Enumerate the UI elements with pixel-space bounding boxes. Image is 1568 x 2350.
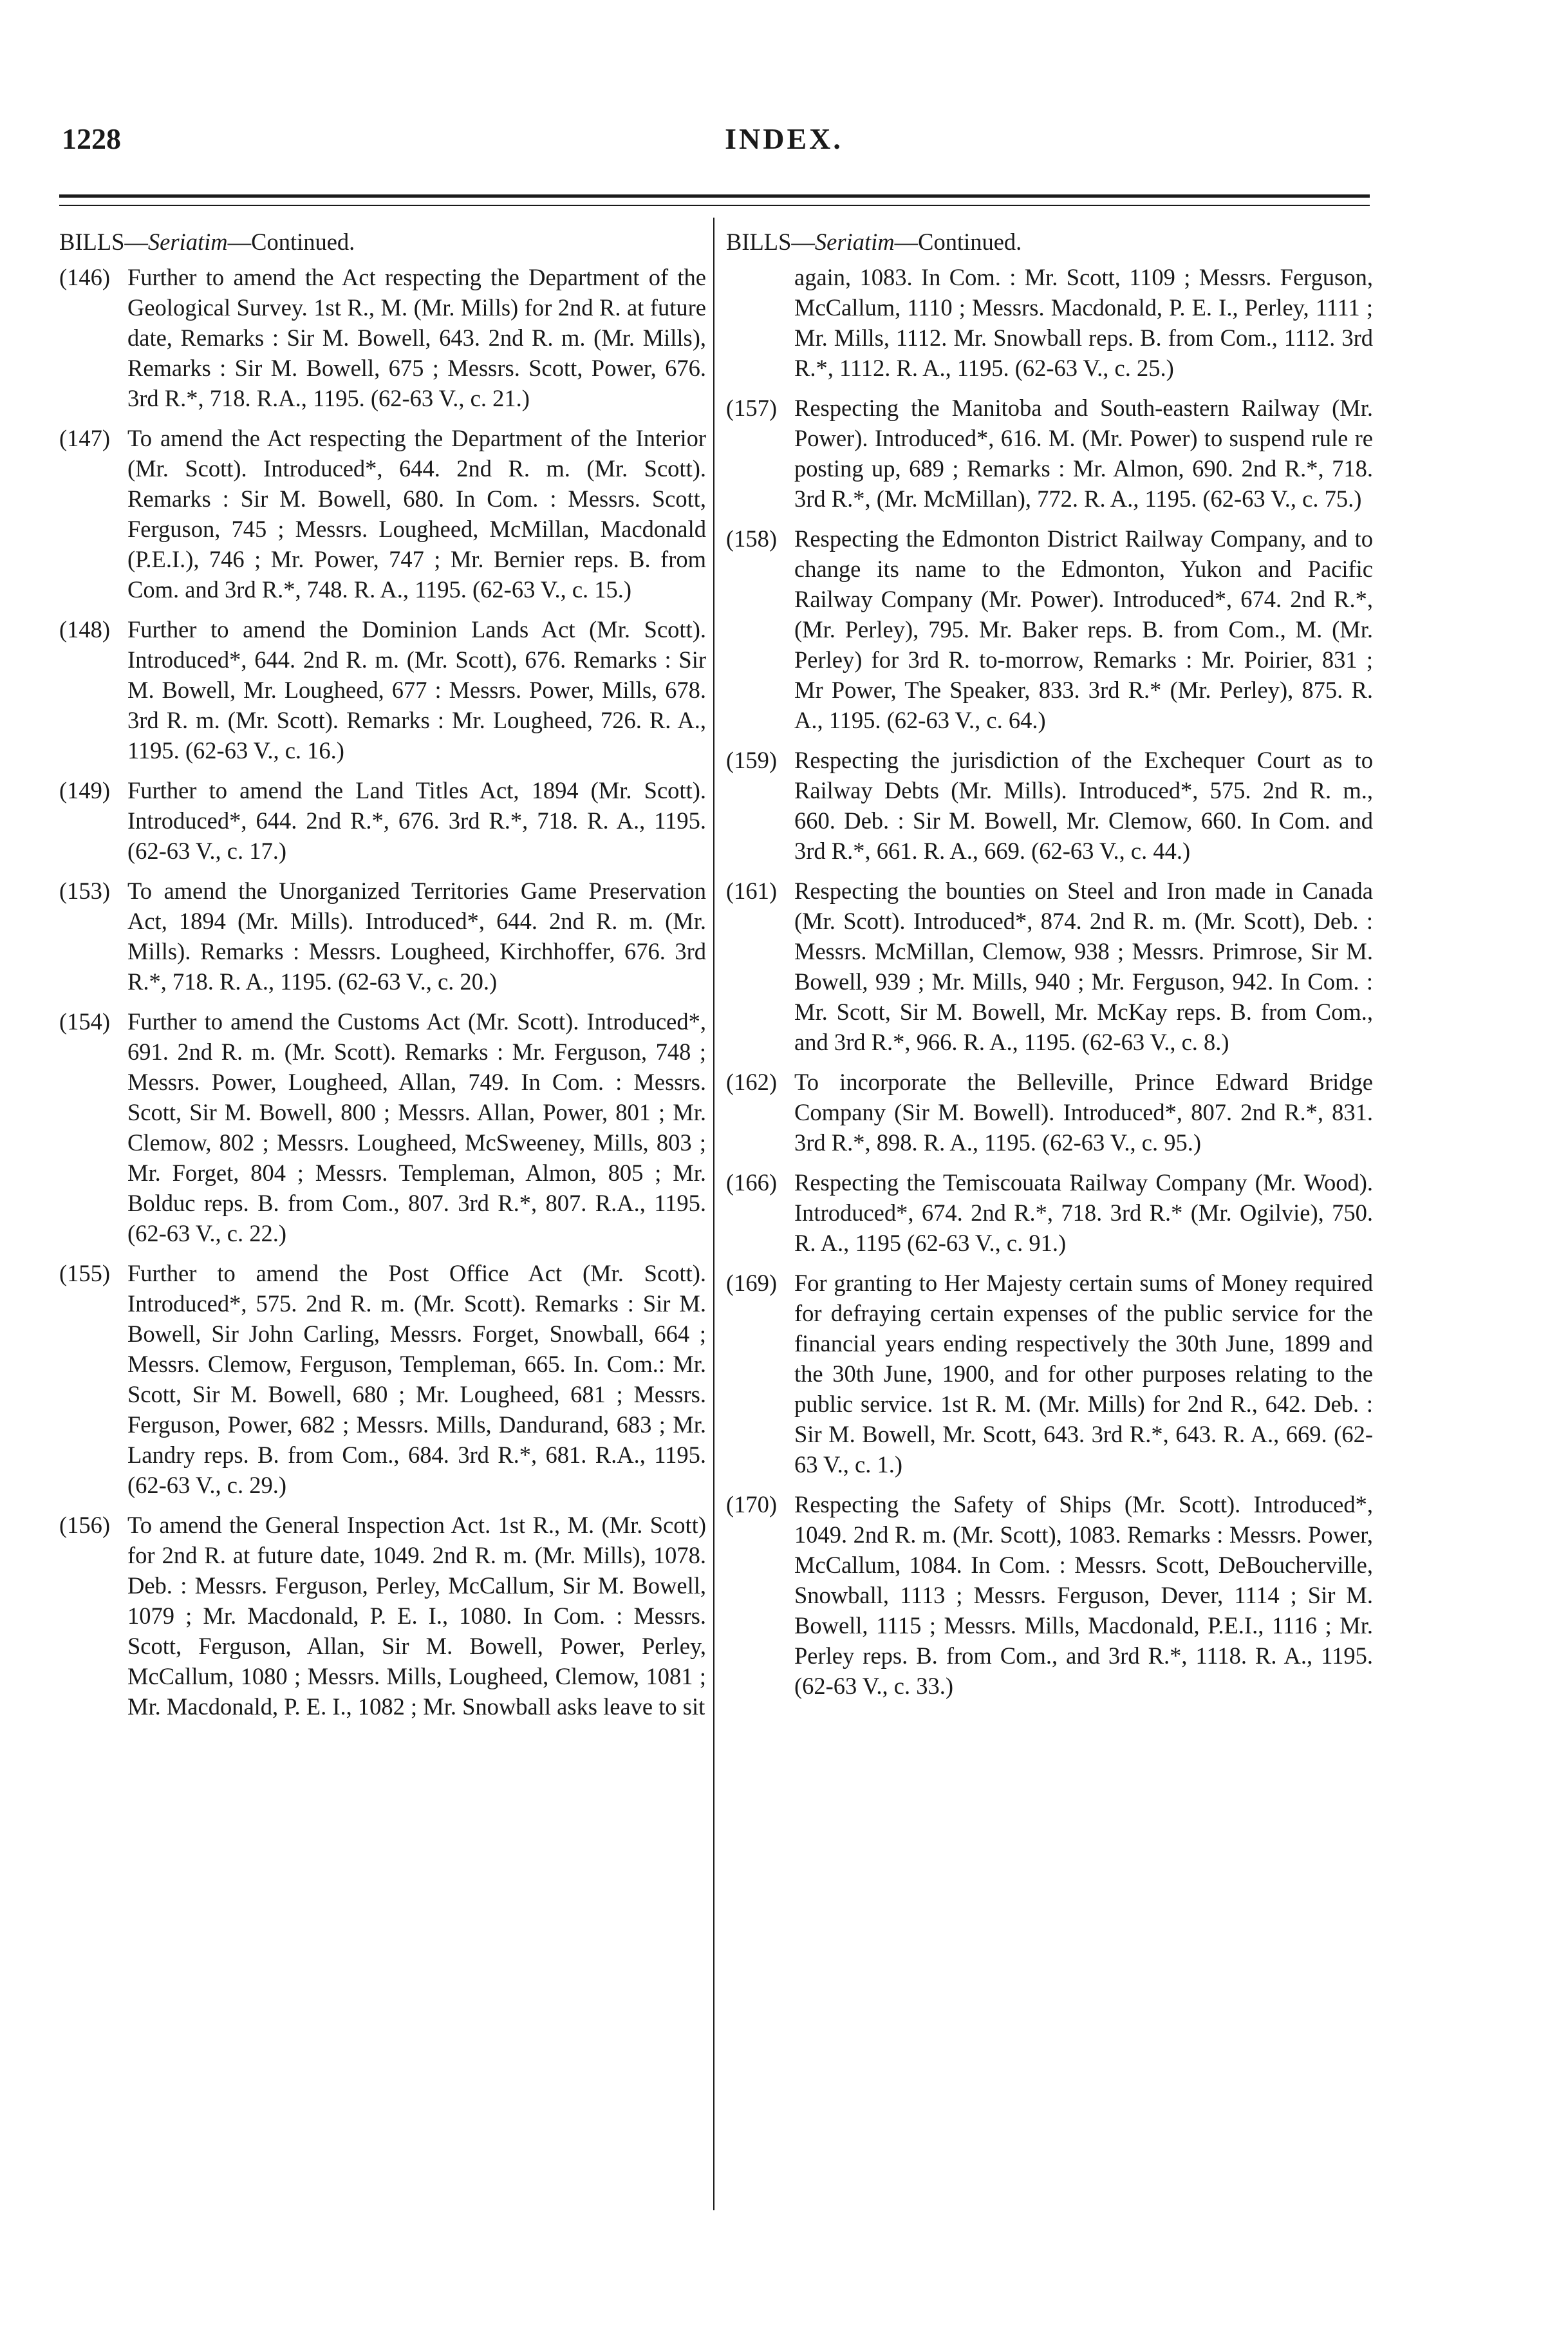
index-entry <box>59 1510 706 1722</box>
index-entry <box>59 423 706 605</box>
page-number: 1228 <box>62 122 121 155</box>
bill-text: Respecting the Manitoba and South-eastern Railway (Mr. Power). Introduced*, 616. M. (Mr. Power) to suspend rule re posting up, 689 ; Remarks : Mr. Almon, 690. 2nd R.*, 718. 3rd R.*, (Mr. McMillan), 772. R. A., 1195. (62-63 V., c. 75.) <box>794 395 1373 512</box>
heading-italic: Seriatim <box>814 229 895 255</box>
column-divider <box>713 218 714 2210</box>
heading-prefix: BILLS— <box>726 229 815 255</box>
index-entry <box>726 745 1373 866</box>
index-entry <box>59 1006 706 1248</box>
column-heading <box>726 227 1373 257</box>
bill-number: (153) <box>59 878 111 904</box>
index-entry <box>726 1489 1373 1701</box>
bill-text: To amend the Act respecting the Department of the Interior (Mr. Scott). Introduced*, 644. 2nd R. m. (Mr. Scott). Remarks : Sir M. Bowell, 680. In Com. : Messrs. Scott, Ferguson, 745 ; Messrs. Lougheed, McMillan, Macdonald (P.E.I.), 746 ; Mr. Power, 747 ; Mr. Bernier reps. B. from Com. and 3rd R.*, 748. R. A., 1195. (62-63 V., c. 15.) <box>127 425 706 603</box>
index-entry <box>726 876 1373 1057</box>
bill-number: (146) <box>59 264 111 290</box>
bill-text: To amend the Unorganized Territories Game Preservation Act, 1894 (Mr. Mills). Introduced*, 644. 2nd R. m. (Mr. Mills). Remarks : Messrs. Lougheed, Kirchhoffer, 676. 3rd R.*, 718. R. A., 1195. (62-63 V., c. 20.) <box>127 878 706 995</box>
bill-text: To incorporate the Belleville, Prince Edward Bridge Company (Sir M. Bowell). Introduced*, 807. 2nd R.*, 831. 3rd R.*, 898. R. A., 1195. (62-63 V., c. 95.) <box>794 1069 1373 1156</box>
bill-number: (166) <box>726 1169 778 1196</box>
bill-text: Further to amend the Post Office Act (Mr. Scott). Introduced*, 575. 2nd R. m. (Mr. Scott). Remarks : Sir M. Bowell, Sir John Carling, Messrs. Forget, Snowball, 664 ; Messrs. Clemow, Ferguson, Templeman, 665. In. Com.: Mr. Scott, Sir M. Bowell, 680 ; Mr. Lougheed, 681 ; Messrs. Ferguson, Power, 682 ; Messrs. Mills, Dandurand, 683 ; Mr. Landry reps. B. from Com., 684. 3rd R.*, 681. R.A., 1195. (62-63 V., c. 29.) <box>127 1260 706 1498</box>
heading-suffix: —Continued. <box>227 229 355 255</box>
bill-number: (148) <box>59 616 111 643</box>
bill-number: (155) <box>59 1260 111 1286</box>
index-entry <box>59 775 706 866</box>
bill-number: (156) <box>59 1512 111 1538</box>
index-entry <box>59 876 706 997</box>
bill-text: Further to amend the Customs Act (Mr. Scott). Introduced*, 691. 2nd R. m. (Mr. Scott). Remarks : Mr. Ferguson, 748 ; Messrs. Power, Lougheed, Allan, 749. In Com. : Messrs. Scott, Sir M. Bowell, 800 ; Messrs. Allan, Power, 801 ; Mr. Clemow, 802 ; Messrs. Lougheed, McSweeney, Mills, 803 ; Mr. Forget, 804 ; Messrs. Templeman, Almon, 805 ; Mr. Bolduc reps. B. from Com., 807. 3rd R.*, 807. R.A., 1195. (62-63 V., c. 22.) <box>127 1008 706 1246</box>
bill-text: Respecting the Safety of Ships (Mr. Scott). Introduced*, 1049. 2nd R. m. (Mr. Scott), 1083. Remarks : Messrs. Power, McCallum, 1084. In Com. : Messrs. Scott, DeBoucherville, Snowball, 1113 ; Messrs. Ferguson, Dever, 1114 ; Sir M. Bowell, 1115 ; Messrs. Mills, Macdonald, P.E.I., 1116 ; Mr. Perley reps. B. from Com., and 3rd R.*, 1118. R. A., 1195. (62-63 V., c. 33.) <box>794 1491 1373 1699</box>
heading-italic: Seriatim <box>147 229 228 255</box>
heading-suffix: —Continued. <box>894 229 1022 255</box>
entries-list <box>726 393 1373 1701</box>
bill-text: Respecting the jurisdiction of the Exchequer Court as to Railway Debts (Mr. Mills). Introduced*, 575. 2nd R. m., 660. Deb. : Sir M. Bowell, Mr. Clemow, 660. In Com. and 3rd R.*, 661. R. A., 669. (62-63 V., c. 44.) <box>794 747 1373 864</box>
index-entry <box>726 393 1373 514</box>
bill-number: (154) <box>59 1008 111 1035</box>
index-entry <box>59 1258 706 1500</box>
continuation-entry: again, 1083. In Com. : Mr. Scott, 1109 ; Messrs. Ferguson, McCallum, 1110 ; Messrs. Macdonald, P. E. I., Perley, 1111 ; Mr. Mills, 1112. Mr. Snowball reps. B. from Com., 1112. 3rd R.*, 1112. R. A., 1195. (62-63 V., c. 25.) <box>794 264 1373 381</box>
bill-number: (169) <box>726 1270 778 1296</box>
index-entry <box>59 262 706 413</box>
bill-text: Further to amend the Dominion Lands Act (Mr. Scott). Introduced*, 644. 2nd R. m. (Mr. Scott), 676. Remarks : Sir M. Bowell, Mr. Lougheed, 677 : Messrs. Power, Mills, 678. 3rd R. m. (Mr. Scott). Remarks : Mr. Lougheed, 726. R. A., 1195. (62-63 V., c. 16.) <box>127 616 706 764</box>
bill-number: (159) <box>726 747 778 773</box>
header-rule-thick <box>59 194 1370 198</box>
index-entry <box>59 614 706 766</box>
heading-prefix: BILLS— <box>59 229 148 255</box>
bill-text: Further to amend the Land Titles Act, 1894 (Mr. Scott). Introduced*, 644. 2nd R.*, 676. 3rd R.*, 718. R. A., 1195. (62-63 V., c. 17.) <box>127 777 706 864</box>
bill-number: (149) <box>59 777 111 804</box>
bill-number: (158) <box>726 525 778 552</box>
bill-number: (161) <box>726 878 778 904</box>
entries-list <box>59 262 706 1722</box>
column-heading <box>59 227 706 257</box>
left-column <box>59 227 706 1731</box>
bill-text: Respecting the bounties on Steel and Iron made in Canada (Mr. Scott). Introduced*, 874. 2nd R. m. (Mr. Scott), Deb. : Messrs. McMillan, Clemow, 938 ; Messrs. Primrose, Sir M. Bowell, 939 ; Mr. Mills, 940 ; Mr. Ferguson, 942. In Com. : Mr. Scott, Sir M. Bowell, Mr. McKay reps. B. from Com., and 3rd R.*, 966. R. A., 1195. (62-63 V., c. 8.) <box>794 878 1373 1055</box>
index-entry <box>726 1167 1373 1258</box>
running-head: INDEX. <box>725 122 843 155</box>
bill-text: To amend the General Inspection Act. 1st R., M. (Mr. Scott) for 2nd R. at future date, 1049. 2nd R. m. (Mr. Mills), 1078. Deb. : Messrs. Ferguson, Perley, McCallum, Sir M. Bowell, 1079 ; Mr. Macdonald, P. E. I., 1080. In Com. : Messrs. Scott, Ferguson, Allan, Sir M. Bowell, Power, Perley, McCallum, 1080 ; Messrs. Mills, Lougheed, Clemow, 1081 ; Mr. Macdonald, P. E. I., 1082 ; Mr. Snowball asks leave to sit <box>127 1512 706 1720</box>
bill-number: (170) <box>726 1491 778 1518</box>
bill-text: For granting to Her Majesty certain sums of Money required for defraying certain expenses of the public service for the financial years ending respectively the 30th June, 1899 and the 30th June, 1900, and for other purposes relating to the public service. 1st R. M. (Mr. Mills) for 2nd R., 642. Deb. : Sir M. Bowell, Mr. Scott, 643. 3rd R.*, 643. R. A., 669. (62-63 V., c. 1.) <box>794 1270 1373 1478</box>
index-entry <box>726 523 1373 735</box>
bill-text: Respecting the Edmonton District Railway Company, and to change its name to the Edmonton, Yukon and Pacific Railway Company (Mr. Power). Introduced*, 674. 2nd R.*, (Mr. Perley), 795. Mr. Baker reps. B. from Com., M. (Mr. Perley) for 3rd R. to-morrow, Remarks : Mr. Poirier, 831 ; Mr Power, The Speaker, 833. 3rd R.* (Mr. Perley), 875. R. A., 1195. (62-63 V., c. 64.) <box>794 525 1373 733</box>
bill-text: Respecting the Temiscouata Railway Company (Mr. Wood). Introduced*, 674. 2nd R.*, 718. 3rd R.* (Mr. Ogilvie), 750. R. A., 1195 (62-63 V., c. 91.) <box>794 1169 1373 1256</box>
index-entry <box>726 1067 1373 1158</box>
bill-number: (162) <box>726 1069 778 1095</box>
header-rule-thin <box>59 205 1370 206</box>
bill-text: Further to amend the Act respecting the Department of the Geological Survey. 1st R., M. (Mr. Mills) for 2nd R. at future date, Remarks : Sir M. Bowell, 643. 2nd R. m. (Mr. Mills), Remarks : Sir M. Bowell, 675 ; Messrs. Scott, Power, 676. 3rd R.*, 718. R.A., 1195. (62-63 V., c. 21.) <box>127 264 706 411</box>
bill-number: (157) <box>726 395 778 421</box>
index-entry <box>726 1268 1373 1480</box>
bill-number: (147) <box>59 425 111 451</box>
right-column <box>726 227 1373 1711</box>
